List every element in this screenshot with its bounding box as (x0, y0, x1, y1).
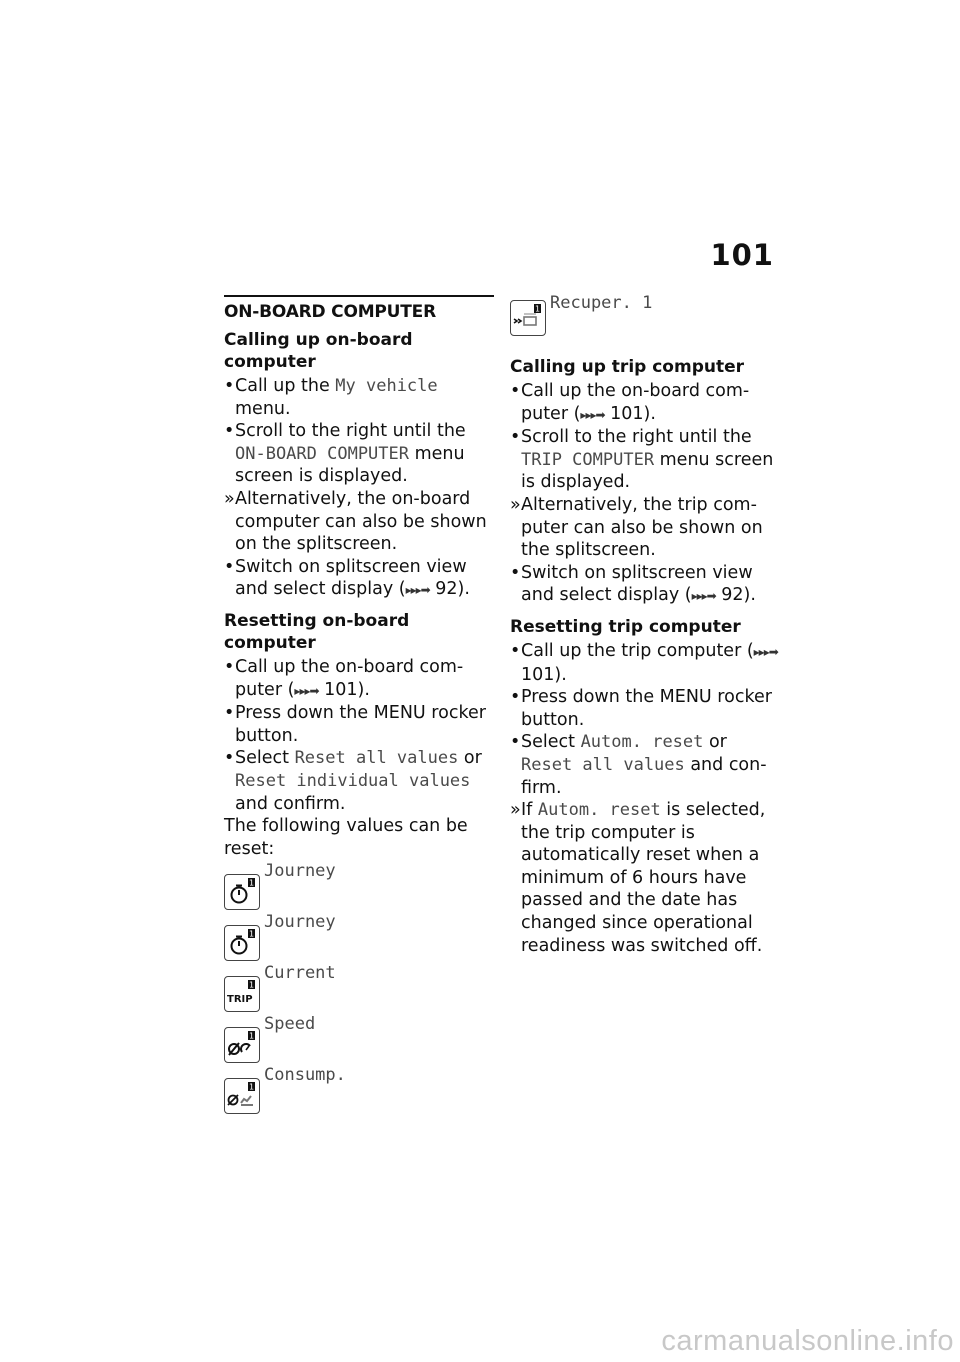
value-label: Current (264, 963, 336, 984)
stopwatch-1-icon (224, 874, 260, 910)
body-text: 92). (429, 579, 470, 600)
average-consumption-1-icon (224, 1078, 260, 1114)
value-label: Consump. (264, 1065, 346, 1086)
list-item (224, 656, 494, 702)
list-item (510, 494, 780, 562)
list-resetting-onboard (224, 656, 494, 815)
body-text: Call up the trip computer ( (521, 640, 754, 661)
reset-note: The following values can be reset: (224, 816, 468, 859)
body-text: Switch on splitscreen view and select display ( (521, 562, 753, 606)
page-reference-arrow-icon: ▸▸▸➡ (691, 589, 716, 604)
page-number: 101 (710, 238, 774, 272)
body-text: If (521, 800, 538, 821)
body-text: Scroll to the right until the (235, 421, 466, 442)
display-menu-text: My vehicle (335, 376, 438, 396)
display-menu-text: Autom. reset (537, 800, 661, 821)
body-text: Switch on splitscreen view and select display ( (235, 556, 467, 600)
list-item (510, 640, 780, 686)
svg-text:1: 1 (248, 980, 255, 990)
bullet-marker: • (510, 732, 521, 753)
heading-calling-onboard: Calling up on-board computer (224, 330, 413, 372)
average-speed-1-icon (224, 1027, 260, 1063)
bullet-marker: • (224, 376, 235, 396)
heading-resetting-onboard: Resetting on-board computer (224, 610, 410, 653)
list-item (224, 420, 494, 488)
left-column (224, 292, 494, 1115)
recuperation-value-row (510, 292, 780, 350)
resettable-value-row (224, 911, 494, 962)
list-item (224, 702, 494, 747)
page-reference-arrow-icon: ▸▸▸➡ (580, 407, 605, 422)
bullet-marker: • (224, 421, 235, 442)
body-text: 92). (715, 585, 756, 606)
result-marker: » (510, 494, 521, 515)
svg-text:1: 1 (534, 304, 541, 314)
trip-1-icon (224, 976, 260, 1012)
body-text: menu. (235, 398, 291, 419)
list-item (510, 731, 780, 799)
bullet-marker: • (510, 381, 521, 401)
watermark: carmanualsonline.info (661, 1325, 954, 1357)
resettable-value-row (224, 860, 494, 911)
body-text: Press down the MENU rocker button. (235, 703, 486, 746)
result-marker: » (224, 488, 235, 509)
page-reference-arrow-icon: ▸▸▸➡ (294, 683, 319, 698)
bullet-marker: • (510, 640, 521, 661)
list-item (510, 562, 780, 608)
heading-calling-trip: Calling up trip computer (510, 357, 745, 377)
body-text: Call up the (235, 376, 336, 396)
stopwatch-1-icon (224, 925, 260, 961)
body-text: Select (521, 732, 581, 753)
list-calling-onboard (224, 375, 494, 602)
resettable-value-row (224, 962, 494, 1013)
resettable-values (224, 860, 494, 1115)
value-label: Journey (264, 912, 336, 933)
list-item (224, 375, 494, 420)
list-calling-trip (510, 380, 780, 608)
list-item (510, 380, 780, 426)
body-text: 101). (604, 403, 656, 424)
list-item (224, 747, 494, 815)
body-text: Call up the on-board computer ( (521, 381, 750, 424)
page-reference-arrow-icon: ▸▸▸➡ (753, 644, 778, 659)
list-item (224, 488, 494, 556)
display-menu-text: ON-BOARD COMPUTER (235, 443, 409, 464)
display-menu-text: Reset all values (294, 748, 459, 769)
list-item (510, 799, 780, 957)
bullet-marker: • (510, 687, 521, 708)
display-menu-text: TRIP COMPUTER (521, 449, 655, 470)
result-marker: » (510, 800, 521, 821)
body-text: Alternatively, the on-board computer can also be shown on the splitscreen. (235, 488, 487, 555)
body-text: 101). (318, 679, 370, 700)
heading-resetting-trip: Resetting trip computer (510, 616, 741, 637)
svg-text:1: 1 (248, 929, 255, 939)
resettable-value-row (224, 1064, 494, 1115)
body-text: Call up the on-board computer ( (235, 656, 464, 700)
bullet-marker: • (224, 556, 235, 577)
value-label: Recuper. 1 (550, 293, 653, 313)
body-text: Alternatively, the trip computer can also be shown on the splitscreen. (521, 494, 763, 561)
right-column (510, 292, 780, 957)
recuperation-1-icon (510, 300, 546, 336)
bullet-marker: • (224, 656, 235, 677)
resettable-value-row (224, 1013, 494, 1064)
page-reference-arrow-icon: ▸▸▸➡ (405, 583, 430, 598)
body-text: Press down the MENU rocker button. (521, 687, 772, 730)
bullet-marker: • (510, 427, 521, 448)
body-text: and confirm. (521, 754, 767, 798)
bullet-marker: • (224, 748, 235, 769)
list-item (224, 556, 494, 602)
svg-text:1: 1 (248, 1082, 255, 1092)
list-resetting-trip (510, 640, 780, 957)
list-item (510, 686, 780, 731)
value-label: Journey (264, 861, 336, 882)
body-text: menu screen is displayed. (235, 443, 465, 487)
bullet-marker: • (224, 703, 235, 724)
display-menu-text: Reset individual values (235, 770, 471, 791)
body-text: Select (235, 748, 295, 769)
body-text: menu screen is displayed. (521, 449, 774, 493)
display-menu-text: Autom. reset (580, 732, 704, 753)
svg-text:TRIP: TRIP (227, 994, 253, 1006)
bullet-marker: • (510, 562, 521, 583)
body-text: is selected, the trip computer is automatically reset when a minimum of 6 hours have passed and the date has changed since operational readiness was switched off. (521, 800, 766, 956)
body-text: Scroll to the right until the (521, 427, 752, 448)
svg-text:1: 1 (248, 1031, 255, 1041)
display-menu-text: Reset all values (521, 754, 685, 775)
body-text: or (458, 748, 482, 769)
section-title: ON-BOARD COMPUTER (224, 295, 494, 323)
body-text: 101). (521, 664, 567, 685)
body-text: or (703, 732, 727, 753)
value-label: Speed (264, 1014, 316, 1035)
body-text: and confirm. (235, 793, 346, 814)
list-item (510, 426, 780, 494)
svg-text:1: 1 (248, 878, 255, 888)
